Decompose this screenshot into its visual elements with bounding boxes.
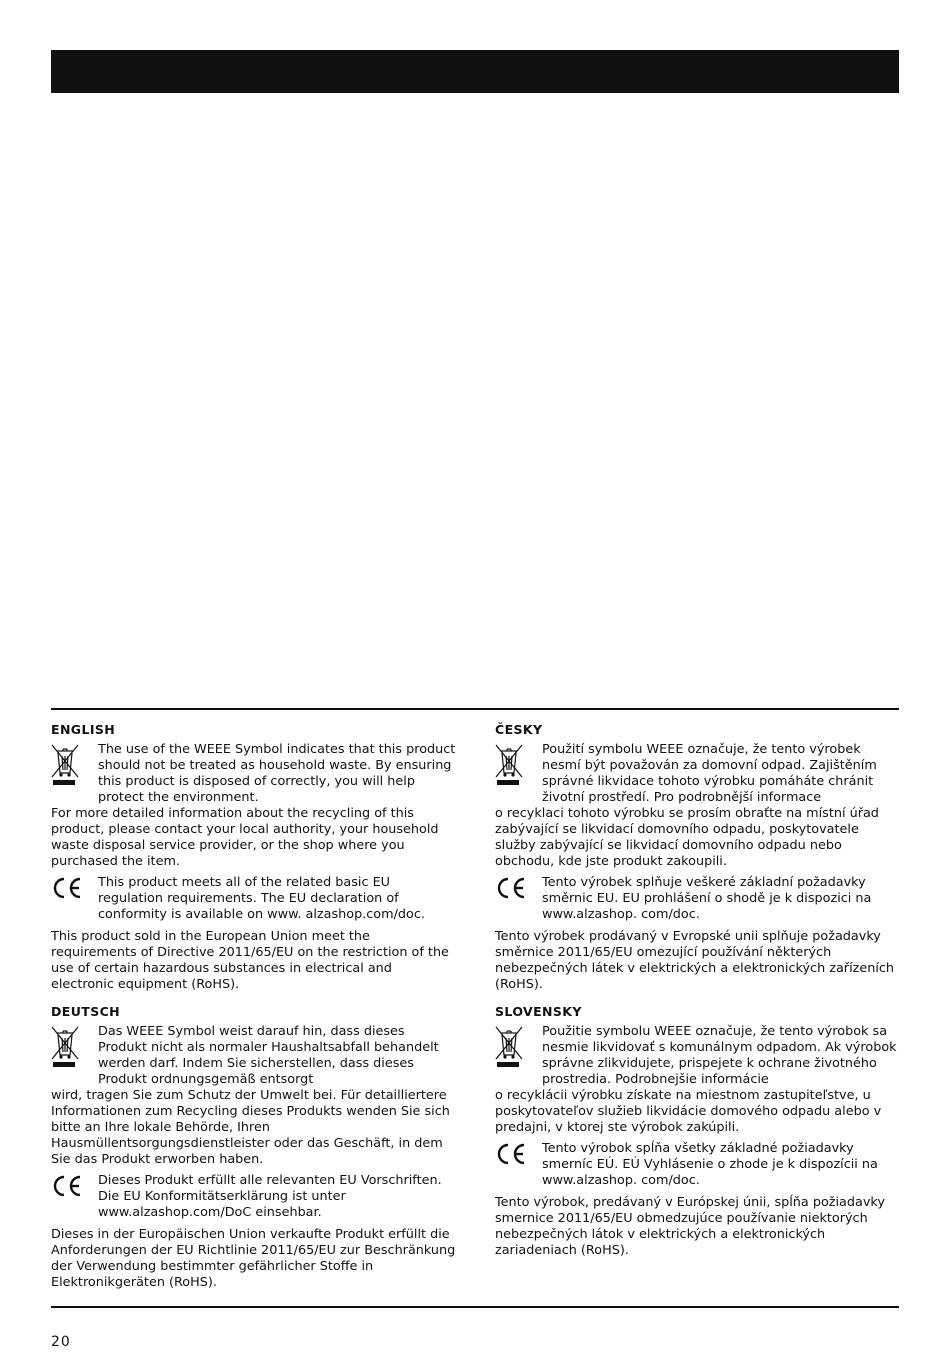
ce-block-english [51,875,456,923]
rohs-text-cesky: Tento výrobek prodávaný v Evropské unii splňuje požadavky směrnice 2011/65/EU omezující používání některých nebezpečných látek v elektrických a elektronických zařízeních (RoHS). [495,929,895,992]
weee-crossed-bin-icon [51,742,79,788]
section-heading-cesky: ČESKY [495,722,543,737]
ce-mark-icon [495,875,527,901]
rohs-text-slovensky: Tento výrobok, predávaný v Európskej únii, spĺňa požiadavky smernice 2011/65/EU obmedzujúce používanie niektorých nebezpečných látok v elektrických a elektronických zariadeniach (RoHS). [495,1195,885,1258]
ce-mark-icon [51,875,83,901]
ce-block-slovensky [495,1141,900,1189]
ce-text-english: This product meets all of the related basic EU regulation requirements. The EU declaration of conformity is available on www. alzashop.com/doc. [98,875,425,922]
ce-text-cesky: Tento výrobek splňuje veškeré základní požadavky směrnic EU. EU prohlášení o shodě je k dispozici na www.alzashop. com/doc. [542,875,872,922]
weee-block-english [51,742,456,806]
weee-text-english: The use of the WEEE Symbol indicates that this product should not be treated as household waste. By ensuring this product is disposed of correctly, you will help protect the environment. [98,742,456,805]
weee-text-cesky: Použití symbolu WEEE označuje, že tento výrobek nesmí být považován za domovní odpad. Zajištěním správné likvidace tohoto výrobku pomáháte chránit životní prostředí. Pro podrobnější informace [542,742,877,805]
section-heading-slovensky: SLOVENSKY [495,1004,582,1019]
ce-mark-icon [495,1141,527,1167]
weee-text-slovensky: Použitie symbolu WEEE označuje, že tento výrobok sa nesmie likvidovať s komunálnym odpadom. Ak výrobok správne zlikvidujete, prispejete k ochrane životného prostredia. Podrobnejšie informácie [542,1024,897,1087]
weee-text-cont-cesky: o recyklaci tohoto výrobku se prosím obraťte na místní úřad zabývající se likvidací domovního odpadu, poskytovatele služby zabývající se likvidací domovního odpadu nebo obchodu, kde jste produkt zakoupili. [495,806,879,869]
top-divider [51,708,899,710]
weee-block-deutsch [51,1024,456,1088]
weee-block-slovensky [495,1024,900,1088]
weee-crossed-bin-icon [495,742,523,788]
left-column [51,720,456,1291]
section-heading-english: ENGLISH [51,722,116,737]
ce-text-slovensky: Tento výrobok spĺňa všetky základné požiadavky smerníc EÚ. EÚ Vyhlásenie o zhode je k dispozícii na www.alzashop. com/doc. [542,1141,878,1188]
weee-text-cont-slovensky: o recyklácii výrobku získate na miestnom zastupiteľstve, u poskytovateľov služieb likvidácie domového odpadu alebo v predajni, v ktorej ste výrobok zakúpili. [495,1088,882,1135]
bottom-divider [51,1306,899,1308]
ce-mark-icon [51,1173,83,1199]
ce-block-deutsch [51,1173,456,1221]
weee-block-cesky [495,742,900,806]
rohs-text-english: This product sold in the European Union meet the requirements of Directive 2011/65/EU on the restriction of the use of certain hazardous substances in electrical and electronic equipment (RoHS). [51,929,449,992]
weee-crossed-bin-icon [495,1024,523,1070]
rohs-text-deutsch: Dieses in der Europäischen Union verkaufte Produkt erfüllt die Anforderungen der EU Richtlinie 2011/65/EU zur Beschränkung der Verwendung bestimmter gefährlicher Stoffe in Elektronikgeräten (RoHS). [51,1227,456,1290]
weee-text-cont-deutsch: wird, tragen Sie zum Schutz der Umwelt bei. Für detailliertere Informationen zum Recycling dieses Produkts wenden Sie sich bitte an Ihre lokale Behörde, Ihren Hausmüllentsorgungsdienstleister oder das Geschäft, in dem Sie das Produkt erworben haben. [51,1088,450,1167]
page-number: 20 [51,1334,71,1350]
header-bar [51,50,899,93]
weee-text-deutsch: Das WEEE Symbol weist darauf hin, dass dieses Produkt nicht als normaler Haushaltsabfall behandelt werden darf. Indem Sie sicherstellen, dass dieses Produkt ordnungsgemäß entsorgt [98,1024,439,1087]
ce-block-cesky [495,875,900,923]
weee-text-cont-english: For more detailed information about the recycling of this product, please contact your local authority, your household waste disposal service provider, or the shop where you purchased the item. [51,806,439,869]
weee-crossed-bin-icon [51,1024,79,1070]
section-heading-deutsch: DEUTSCH [51,1004,121,1019]
ce-text-deutsch: Dieses Produkt erfüllt alle relevanten EU Vorschriften. Die EU Konformitätserklärung ist unter www.alzashop.com/DoC einsehbar. [98,1173,442,1220]
right-column [495,720,900,1259]
